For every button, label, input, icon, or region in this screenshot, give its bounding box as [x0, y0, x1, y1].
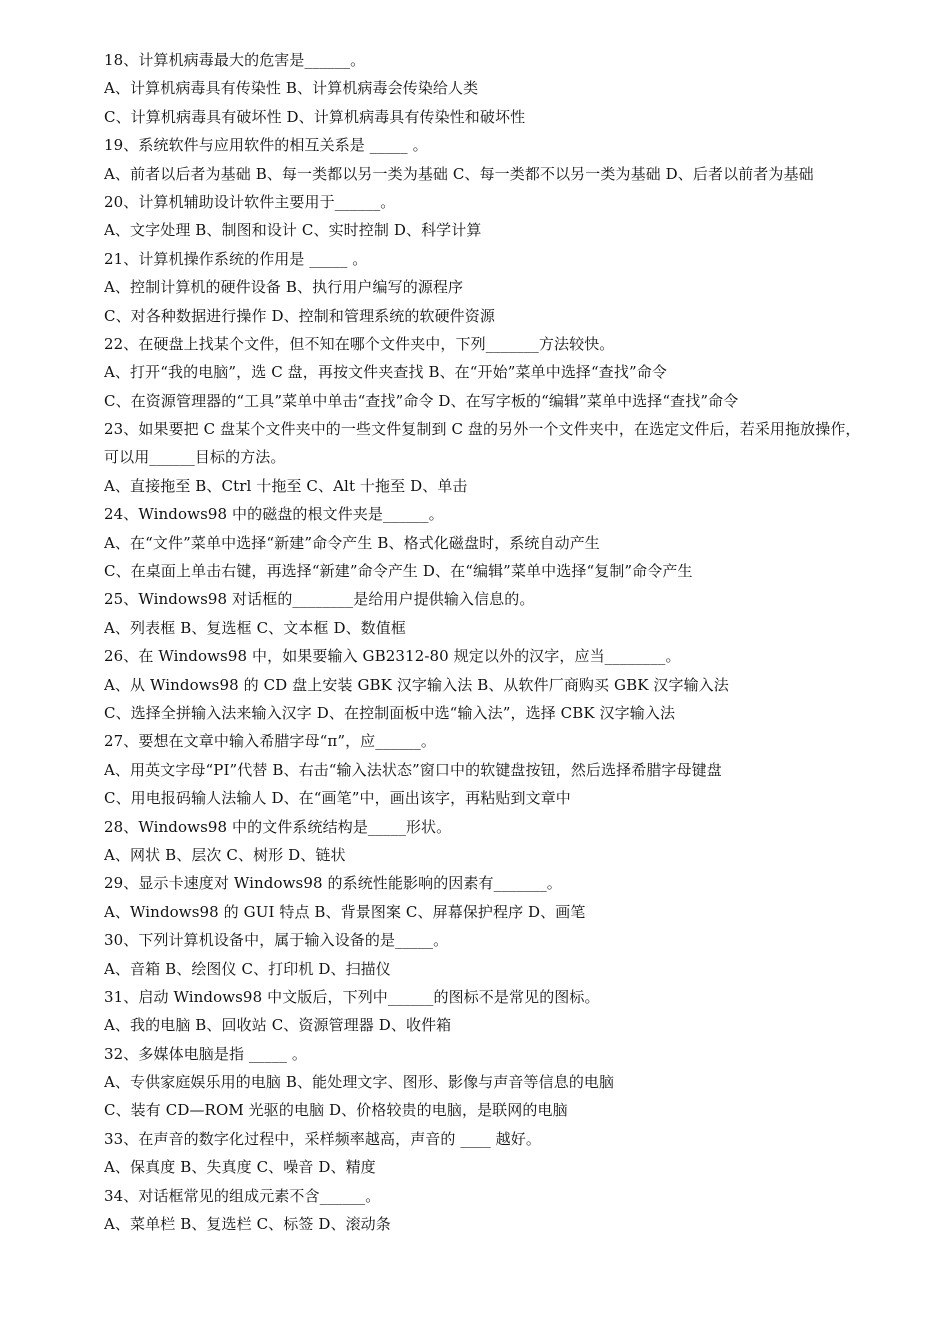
- text-line: A、我的电脑 B、回收站 C、资源管理器 D、收件箱: [104, 1016, 452, 1035]
- text-line: 27、要想在文章中输入希腊字母“π”，应______。: [104, 732, 436, 751]
- text-line: A、保真度 B、失真度 C、噪音 D、精度: [104, 1158, 376, 1177]
- text-line: 34、对话框常见的组成元素不含______。: [104, 1186, 381, 1205]
- text-line: 26、在 Windows98 中，如果要输入 GB2312-80 规定以外的汉字，应当________。: [104, 647, 681, 666]
- text-line: 31、启动 Windows98 中文版后，下列中______的图标不是常见的图标。: [104, 987, 600, 1006]
- text-line: 21、计算机操作系统的作用是 _____ 。: [104, 249, 368, 268]
- document-body: [104, 46, 904, 1238]
- text-line: A、用英文字母“PI”代替 B、右击“输入法状态”窗口中的软键盘按钮，然后选择希腊字母键盘: [104, 760, 722, 779]
- text-line: A、直接拖至 B、Ctrl 十拖至 C、Alt 十拖至 D、单击: [104, 476, 468, 495]
- text-line: A、在“文件”菜单中选择“新建”命令产生 B、格式化磁盘时，系统自动产生: [104, 533, 600, 552]
- text-line: C、计算机病毒具有破坏性 D、计算机病毒具有传染性和破坏性: [104, 107, 526, 126]
- text-line: A、音箱 B、绘图仪 C、打印机 D、扫描仪: [104, 959, 391, 978]
- text-line: C、对各种数据进行操作 D、控制和管理系统的软硬件资源: [104, 306, 495, 325]
- text-line: 18、计算机病毒最大的危害是______。: [104, 51, 366, 69]
- text-line: C、在资源管理器的“工具”菜单中单击“查找”命令 D、在写字板的“编辑”菜单中选择“查找”命令: [104, 391, 739, 410]
- text-line: A、控制计算机的硬件设备 B、执行用户编写的源程序: [104, 278, 464, 297]
- text-line: A、网状 B、层次 C、树形 D、链状: [104, 845, 346, 864]
- text-line: C、选择全拼输入法来输入汉字 D、在控制面板中选“输入法”，选择 CBK 汉字输入法: [104, 703, 676, 722]
- text-line: 20、计算机辅助设计软件主要用于______。: [104, 192, 396, 211]
- text-line: 25、Windows98 对话框的________是给用户提供输入信息的。: [104, 590, 535, 609]
- text-line: C、用电报码输人法输人 D、在“画笔”中，画出该字，再粘贴到文章中: [104, 789, 571, 808]
- text-line: C、在桌面上单击右键，再选择“新建”命令产生 D、在“编辑”菜单中选择“复制”命令产生: [104, 562, 693, 581]
- text-line: 30、下列计算机设备中，属于输入设备的是_____。: [104, 931, 449, 950]
- text-line: 32、多媒体电脑是指 _____ 。: [104, 1044, 307, 1063]
- text-line: A、打开“我的电脑”，选 C 盘，再按文件夹查找 B、在“开始”菜单中选择“查找”命令: [104, 363, 667, 382]
- text-line: A、前者以后者为基础 B、每一类都以另一类为基础 C、每一类都不以另一类为基础 D、后者以前者为基础: [104, 164, 814, 183]
- text-line: 28、Windows98 中的文件系统结构是_____形状。: [104, 817, 452, 836]
- text-line: A、Windows98 的 GUI 特点 B、背景图案 C、屏幕保护程序 D、画笔: [104, 902, 586, 921]
- text-line: A、菜单栏 B、复选栏 C、标签 D、滚动条: [104, 1215, 391, 1234]
- text-line: A、从 Windows98 的 CD 盘上安装 GBK 汉字输入法 B、从软件厂商购买 GBK 汉字输入法: [104, 675, 729, 694]
- text-line: 22、在硬盘上找某个文件，但不知在哪个文件夹中，下列_______方法较快。: [104, 334, 615, 353]
- text-line: A、文字处理 B、制图和设计 C、实时控制 D、科学计算: [104, 221, 482, 240]
- text-line: A、列表框 B、复选框 C、文本框 D、数值框: [104, 618, 406, 637]
- text-line: 24、Windows98 中的磁盘的根文件夹是______。: [104, 505, 444, 524]
- text-line: 29、显示卡速度对 Windows98 的系统性能影响的因素有_______。: [104, 874, 562, 893]
- text-line: 19、系统软件与应用软件的相互关系是 _____ 。: [104, 136, 428, 155]
- text-line: 33、在声音的数字化过程中，采样频率越高，声音的 ____ 越好。: [104, 1129, 541, 1148]
- text-line: A、计算机病毒具有传染性 B、计算机病毒会传染给人类: [104, 79, 479, 98]
- text-line: 可以用______目标的方法。: [104, 448, 286, 467]
- text-line: 23、如果要把 C 盘某个文件夹中的一些文件复制到 C 盘的另外一个文件夹中，在选定文件后，若采用拖放操作，: [104, 420, 861, 439]
- text-line: A、专供家庭娱乐用的电脑 B、能处理文字、图形、影像与声音等信息的电脑: [104, 1073, 615, 1092]
- text-line: C、装有 CD—ROM 光驱的电脑 D、价格较贵的电脑，是联网的电脑: [104, 1101, 568, 1120]
